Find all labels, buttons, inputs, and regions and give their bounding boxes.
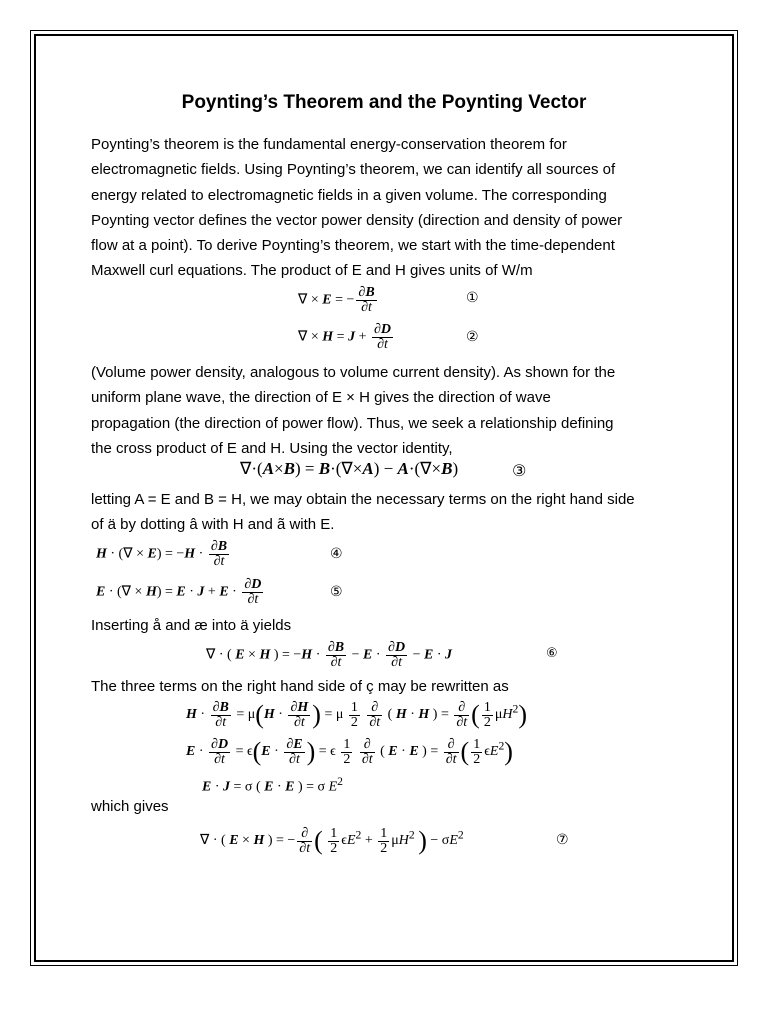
equation-7: ∇ · ( E × H ) = − $\frac{\partial}{\partial t}$ ( $\frac{1}{2}$ $\epsilon E^2$ + $\frac{1}{2}$ $\mu H^2$ ) − $\sigma E^2$ bbox=[200, 825, 464, 856]
equation-number-3: ③ bbox=[512, 461, 527, 480]
text-line: the cross product of E and H. Using the vector identity, bbox=[91, 439, 453, 457]
equation-h-term: H · $\frac{\partial B}{\partial t}$ = μ(H · $\frac{\partial H}{\partial t}$ ) = μ $\frac{1}{2}$ $\frac{\partial}{\partial t}$ ( H · H ) = $\frac{\partial}{\partial t}$ ( $\frac{1}{2}$ $\mu H^2$) bbox=[186, 699, 527, 730]
text-line: Poynting’s theorem is the fundamental energy-conservation theorem for bbox=[91, 136, 567, 153]
equation-3-vector-identity: ∇·(A×B) = B·(∇×A) − A·(∇×B) bbox=[240, 459, 459, 478]
equation-number-2: ② bbox=[466, 329, 479, 345]
which-gives-text: which gives bbox=[91, 798, 169, 815]
text-line: uniform plane wave, the direction of E × H gives the direction of wave bbox=[91, 389, 551, 407]
equation-1: ∇ × E = − $\frac{\partial B}{\partial t}$ bbox=[298, 285, 375, 315]
equation-number-1: ① bbox=[466, 290, 479, 306]
plane-wave-paragraph bbox=[91, 360, 679, 461]
text-line: (Volume power density, analogous to volume current density). As shown for the bbox=[91, 364, 616, 381]
equation-number-6: ⑥ bbox=[546, 646, 558, 661]
text-line: Poynting vector defines the vector power density (direction and density of power bbox=[91, 211, 623, 229]
three-terms-text: The three terms on the right hand side of ç may be rewritten as bbox=[91, 678, 509, 695]
equation-6: ∇ · ( E × H ) = −H · $\frac{\partial B}{\partial t}$ − E · $\frac{\partial D}{\partial t}$ − E · J bbox=[206, 640, 453, 670]
substitution-paragraph bbox=[91, 487, 679, 538]
inserting-text: Inserting å and æ into ä yields bbox=[91, 617, 292, 634]
text-line: propagation (the direction of power flow). Thus, we seek a relationship defining bbox=[91, 414, 614, 432]
text-line: Maxwell curl equations. The product of E and H gives units of W/m bbox=[91, 262, 533, 280]
text-line: flow at a point). To derive Poynting’s theorem, we start with the time-dependent bbox=[91, 237, 615, 255]
equation-5: E · (∇ × H) = E · J + E · $\frac{\partial D}{\partial t}$ bbox=[96, 577, 262, 607]
equation-2: ∇ × H = J + $\frac{\partial D}{\partial t}$ bbox=[298, 322, 392, 352]
equation-number-4: ④ bbox=[330, 546, 343, 562]
equation-number-5: ⑤ bbox=[330, 584, 343, 600]
equation-4: H · (∇ × E) = −H · $\frac{\partial B}{\partial t}$ bbox=[96, 539, 228, 569]
text-line: letting A = E and B = H, we may obtain the necessary terms on the right hand side bbox=[91, 491, 635, 508]
equation-j-term: E · J = σ ( E · E ) = σ $E^2$ bbox=[202, 775, 343, 795]
page-title: Poynting’s Theorem and the Poynting Vector bbox=[181, 92, 587, 113]
equation-e-term: E · $\frac{\partial D}{\partial t}$ = ϵ(E · $\frac{\partial E}{\partial t}$ ) = ϵ $\frac{1}{2}$ $\frac{\partial}{\partial t}$ ( E · E ) = $\frac{\partial}{\partial t}$ ( $\frac{1}{2}$ $\epsilon E^2$) bbox=[186, 736, 513, 767]
text-line: electromagnetic fields. Using Poynting’s theorem, we can identify all sources of bbox=[91, 161, 616, 179]
text-line: of ä by dotting â with H and ã with E. bbox=[91, 516, 335, 534]
intro-paragraph bbox=[91, 132, 679, 284]
equation-number-7: ⑦ bbox=[556, 832, 569, 848]
text-line: energy related to electromagnetic fields in a given volume. The corresponding bbox=[91, 186, 607, 204]
